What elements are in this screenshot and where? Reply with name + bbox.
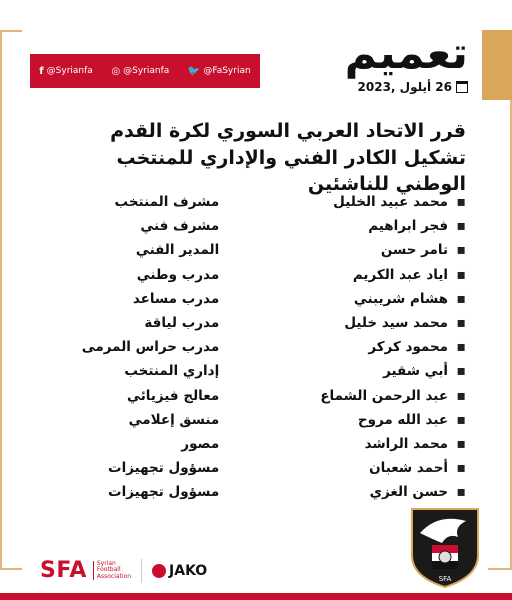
bullet-icon: ▪ <box>456 435 466 452</box>
staff-name: هشام شريبني <box>353 290 449 307</box>
bullet-icon: ▪ <box>456 484 466 501</box>
staff-role: مدرب حراس المرمى <box>81 339 220 356</box>
staff-role: منسق إعلامي <box>128 411 220 428</box>
staff-name: أبي شقير <box>383 363 449 380</box>
list-item <box>60 287 466 311</box>
list-item <box>60 335 466 359</box>
facebook-handle[interactable]: f @Syrianfa <box>39 65 93 77</box>
sfa-logo: SFA <box>40 558 87 583</box>
bullet-icon: ▪ <box>456 266 466 283</box>
list-item <box>60 214 466 238</box>
list-item <box>60 311 466 335</box>
bottom-stripe <box>0 593 512 600</box>
staff-name: حسن الغزي <box>369 484 449 501</box>
staff-name: فجر ابراهيم <box>368 218 449 235</box>
list-item <box>60 480 466 504</box>
bullet-icon: ▪ <box>456 363 466 380</box>
list-item <box>60 263 466 287</box>
staff-name: محمود كركر <box>368 339 449 356</box>
decorative-gold-tab <box>482 30 512 100</box>
list-item <box>60 238 466 262</box>
facebook-icon: f <box>39 65 44 77</box>
staff-name: أحمد شعبان <box>369 460 449 477</box>
bullet-icon: ▪ <box>456 411 466 428</box>
list-item <box>60 432 466 456</box>
bullet-icon: ▪ <box>456 387 466 404</box>
staff-role: مسؤول تجهيزات <box>108 460 220 477</box>
list-item <box>60 384 466 408</box>
logo-divider <box>141 559 142 583</box>
list-item <box>60 359 466 383</box>
staff-role: إداري المنتخب <box>124 363 220 380</box>
staff-role: معالج فيزيائي <box>127 387 220 404</box>
bullet-icon: ▪ <box>456 242 466 259</box>
staff-list <box>60 190 466 504</box>
bullet-icon: ▪ <box>456 339 466 356</box>
twitter-icon: 🐦 <box>187 65 201 77</box>
bullet-icon: ▪ <box>456 460 466 477</box>
sponsor-logos <box>40 558 207 583</box>
list-item <box>60 408 466 432</box>
instagram-icon: ◎ <box>111 65 121 77</box>
staff-role: المدير الفني <box>135 242 220 259</box>
staff-role: مشرف المنتخب <box>114 194 220 211</box>
headline: قرر الاتحاد العربي السوري لكرة القدم تشكيل الكادر الفني والإداري للمنتخب الوطني للناشئين <box>110 120 466 196</box>
list-item <box>60 190 466 214</box>
crest-label: SFA <box>438 575 452 583</box>
page-title: تعميم <box>344 28 468 79</box>
staff-name: تامر حسن <box>380 242 449 259</box>
twitter-handle[interactable]: 🐦 @FaSyrian <box>187 65 251 77</box>
bullet-icon: ▪ <box>456 315 466 332</box>
staff-name: عبد الرحمن الشماع <box>320 387 449 404</box>
staff-role: مدرب مساعد <box>132 290 220 307</box>
staff-name: محمد سيد خليل <box>344 315 449 332</box>
sfa-subtitle: Syrian Football Association <box>93 561 131 581</box>
staff-name: عبد الله مروح <box>357 411 449 428</box>
decorative-frame-right <box>488 30 512 570</box>
decorative-frame-left <box>0 30 22 570</box>
date-text: 26 أيلول ,2023 <box>357 80 452 94</box>
crest-icon <box>408 503 482 589</box>
bullet-icon: ▪ <box>456 218 466 235</box>
staff-role: مدرب وطني <box>136 266 220 283</box>
staff-role: مصور <box>181 435 220 452</box>
list-item <box>60 456 466 480</box>
staff-role: مسؤول تجهيزات <box>108 484 220 501</box>
jako-mark-icon <box>152 564 166 578</box>
staff-role: مدرب لياقة <box>144 315 220 332</box>
instagram-handle[interactable]: ◎ @Syrianfa <box>111 65 170 77</box>
social-bar <box>30 54 260 88</box>
staff-name: محمد الراشد <box>364 435 449 452</box>
calendar-icon <box>456 81 468 93</box>
bullet-icon: ▪ <box>456 194 466 211</box>
jako-logo: JAKO <box>152 563 207 579</box>
staff-name: اياد عبد الكريم <box>352 266 449 283</box>
bullet-icon: ▪ <box>456 290 466 307</box>
staff-name: محمد عبيد الخليل <box>333 194 449 211</box>
staff-role: مشرف فني <box>140 218 220 235</box>
date-row <box>358 80 468 94</box>
